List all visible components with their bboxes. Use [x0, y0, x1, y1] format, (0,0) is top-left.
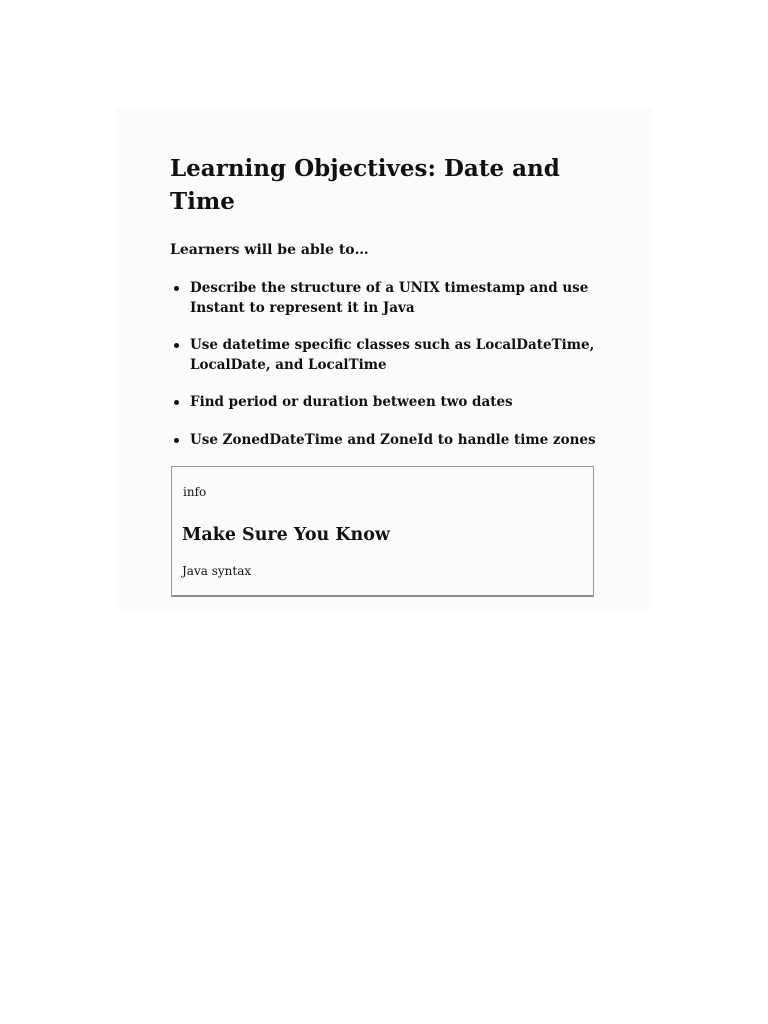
bullet-icon: [174, 286, 179, 291]
objectives-list: [170, 279, 600, 450]
intro-text: Learners will be able to…: [170, 242, 369, 258]
info-text: Java syntax: [182, 564, 252, 578]
objective-text: Use datetime specific classes such as LocalDateTime, LocalDate, and LocalTime: [190, 337, 595, 373]
page-title: Learning Objectives: Date and Time: [170, 155, 560, 215]
page-content: [170, 152, 600, 450]
objective-text: Describe the structure of a UNIX timestamp and use Instant to represent it in Java: [190, 280, 589, 316]
info-label: info: [183, 485, 207, 499]
info-heading: Make Sure You Know: [182, 525, 391, 545]
info-callout: [171, 466, 594, 597]
list-item: [170, 431, 600, 451]
bullet-icon: [174, 438, 179, 443]
bullet-icon: [174, 343, 179, 348]
bullet-icon: [174, 400, 179, 405]
list-item: [170, 279, 600, 318]
list-item: [170, 336, 600, 375]
objective-text: Find period or duration between two dates: [190, 394, 513, 410]
objective-text: Use ZonedDateTime and ZoneId to handle time zones: [190, 431, 596, 448]
list-item: [170, 393, 600, 413]
